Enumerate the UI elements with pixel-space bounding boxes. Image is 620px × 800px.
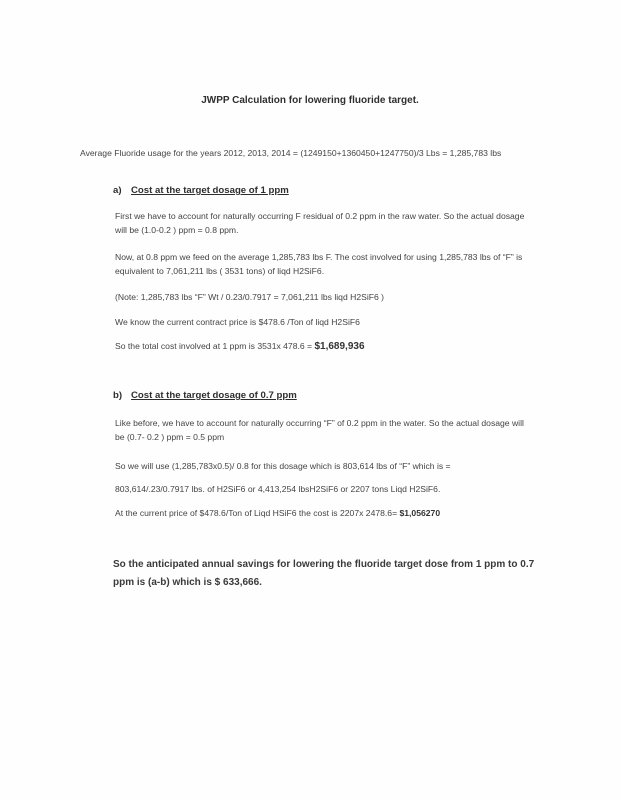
section-a-paragraph-1: First we have to account for naturally occurring F residual of 0.2 ppm in the raw water. So the actual dosage will be (1.0-0.2 ) ppm = 0.8 ppm. (115, 211, 525, 235)
section-a-letter: a) (113, 185, 122, 196)
section-b-total-cost-text: At the current price of $478.6/Ton of Liqd HSiF6 the cost is 2207x 2478.6= (115, 508, 400, 518)
conclusion-paragraph: So the anticipated annual savings for lowering the fluoride target dose from 1 ppm to 0.7 ppm is (a-b) which is $ 633,666. (113, 559, 535, 588)
section-b-heading-text: Cost at the target dosage of 0.7 ppm (131, 390, 297, 401)
section-b-total-cost-value: $1,056270 (399, 508, 441, 518)
section-b-heading (113, 390, 297, 401)
section-b-paragraph-3: 803,614/.23/0.7917 lbs. of H2SiF6 or 4,413,254 lbsH2SiF6 or 2207 tons Liqd H2SiF6. (115, 484, 441, 494)
section-a-total-cost-value: $1,689,936 (314, 341, 365, 352)
section-b-total-cost (115, 506, 535, 520)
section-b-paragraph-1: Like before, we have to account for naturally occurring “F” of 0.2 ppm in the water. So the actual dosage will be (0.7- 0.2 ) ppm = 0.5 ppm (115, 418, 524, 442)
section-a-total-cost-text: So the total cost involved at 1 ppm is 3531x 478.6 = (115, 341, 315, 351)
section-a-paragraph-2: Now, at 0.8 ppm we feed on the average 1,285,783 lbs F. The cost involved for using 1,285,783 lbs of “F” is equivalent to 7,061,211 lbs ( 3531 tons) of liqd H2SiF6. (115, 252, 523, 276)
section-a-heading-text: Cost at the target dosage of 1 ppm (131, 185, 289, 196)
section-b-paragraph-2: So we will use (1,285,783x0.5)/ 0.8 for this dosage which is 803,614 lbs of “F” which is = (115, 461, 451, 471)
document-title: JWPP Calculation for lowering fluoride target. (201, 95, 419, 106)
intro-paragraph: Average Fluoride usage for the years 2012, 2013, 2014 = (1249150+1360450+1247750)/3 Lbs = 1,285,783 lbs (80, 148, 502, 158)
section-a-note: (Note: 1,285,783 lbs “F” Wt / 0.23/0.7917 = 7,061,211 lbs liqd H2SiF6 ) (115, 292, 385, 302)
section-b-letter: b) (113, 390, 123, 401)
section-a-total-cost (115, 339, 535, 354)
section-a-heading (113, 185, 289, 196)
section-a-contract-price: We know the current contract price is $478.6 /Ton of liqd H2SiF6 (115, 317, 360, 327)
